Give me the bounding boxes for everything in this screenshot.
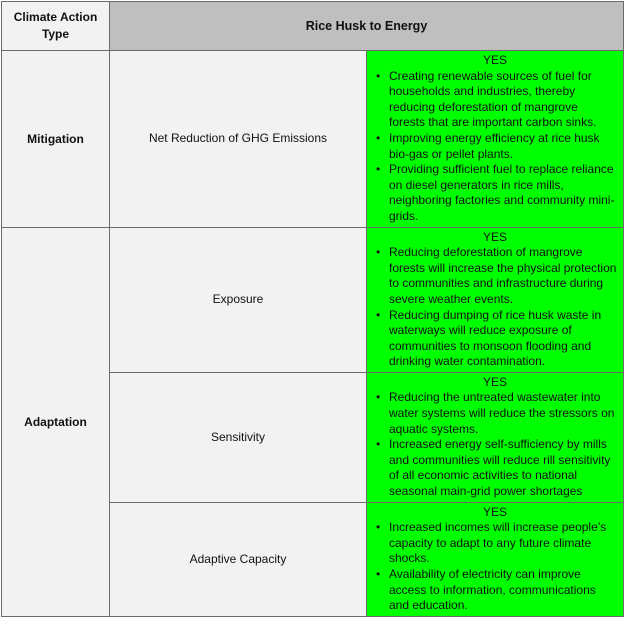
category-cell-adaptation <box>2 227 110 616</box>
list-item: • Reducing dumping of rice husk waste in waterways will reduce exposure of communities to monsoon flooding and drinking water contamination. <box>389 308 617 370</box>
climate-action-type-header <box>2 2 110 51</box>
category-cell-mitigation <box>2 51 110 228</box>
climate-action-type-label: Climate Action Type <box>13 10 98 41</box>
category-label: Mitigation <box>27 131 84 146</box>
answer-label: YES <box>482 374 507 389</box>
list-item: • Improving energy efficiency at rice husk bio-gas or pellet plants. <box>389 131 617 162</box>
table-row <box>2 227 624 372</box>
subcategory-label: Adaptive Capacity <box>189 551 287 566</box>
header-row <box>2 2 624 51</box>
rice-husk-header <box>110 2 624 51</box>
category-label: Adaptation <box>24 414 87 429</box>
table-row <box>2 51 624 228</box>
content-cell <box>367 227 624 372</box>
subcategory-cell <box>110 372 367 502</box>
list-item: • Increased energy self-sufficiency by mills and communities will reduce rill sensitivity of all economic activities to national seasonal main-grid power shortages <box>389 437 617 499</box>
list-item: • Reducing deforestation of mangrove forests will increase the physical protection to communities and infrastructure during severe weather events. <box>389 245 617 307</box>
list-item: • Reducing the untreated wastewater into water systems will reduce the stressors on aquatic systems. <box>389 390 617 437</box>
column-title: Rice Husk to Energy <box>305 19 428 33</box>
content-cell <box>367 502 624 616</box>
content-cell <box>367 372 624 502</box>
bullet-list <box>373 520 617 614</box>
subcategory-label: Sensitivity <box>210 429 266 444</box>
list-item: • Creating renewable sources of fuel for households and industries, thereby reducing deforestation of mangrove forests that are important carbon sinks. <box>389 69 617 131</box>
bullet-list <box>373 390 617 499</box>
subcategory-cell <box>110 502 367 616</box>
answer-label: YES <box>482 504 507 519</box>
list-item: • Increased incomes will increase people’s capacity to adapt to any future climate shocks. <box>389 520 617 567</box>
answer-label: YES <box>482 53 507 67</box>
content-cell <box>367 51 624 228</box>
subcategory-label: Net Reduction of GHG Emissions <box>148 131 328 146</box>
subcategory-label: Exposure <box>212 292 264 307</box>
list-item: • Availability of electricity can improve access to information, communications and education. <box>389 567 617 614</box>
answer-label: YES <box>482 229 507 244</box>
bullet-list <box>373 245 617 370</box>
subcategory-cell <box>110 227 367 372</box>
subcategory-cell <box>110 51 367 228</box>
climate-action-table <box>1 1 624 617</box>
bullet-list <box>373 69 617 225</box>
list-item: • Providing sufficient fuel to replace reliance on diesel generators in rice mills, neighboring factories and community mini-grids. <box>389 162 617 224</box>
